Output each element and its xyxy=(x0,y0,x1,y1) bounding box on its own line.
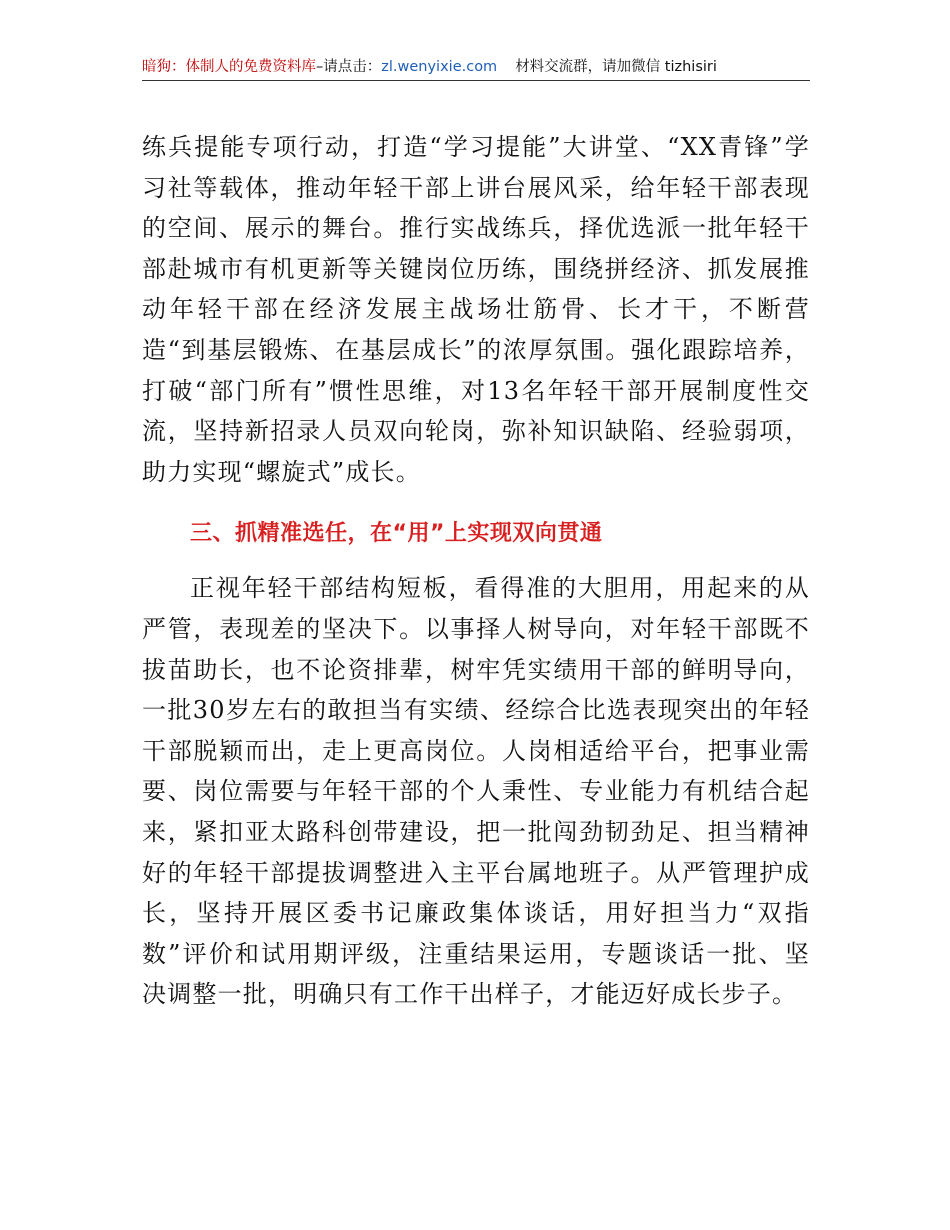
click-prompt: –请点击： xyxy=(316,59,382,75)
page-header xyxy=(142,56,810,81)
site-link[interactable]: zl.wenyixie.com xyxy=(381,59,498,75)
section-heading: 三、抓精准选任，在“用”上实现双向贯通 xyxy=(190,521,603,547)
contact-note: 材料交流群，请加微信 tizhisiri xyxy=(515,59,717,75)
site-label: 暗狗：体制人的免费资料库 xyxy=(142,59,316,75)
document-body xyxy=(142,127,810,1015)
paragraph-section-three: 正视年轻干部结构短板，看得准的大胆用，用起来的从严管，表现差的坚决下。以事择人树导向，对年轻干部既不拔苗助长，也不论资排辈，树牢凭实绩用干部的鲜明导向，一批30岁左右的敢担当有实绩、经综合比选表现突出的年轻干部脱颖而出，走上更高岗位。人岗相适给平台，把事业需要、岗位需要与年轻干部的个人秉性、专业能力有机结合起来，紧扣亚太路科创带建设，把一批闯劲韧劲足、担当精神好的年轻干部提拔调整进入主平台属地班子。从严管理护成长，坚持开展区委书记廉政集体谈话，用好担当力“双指数”评价和试用期评级，注重结果运用，专题谈话一批、坚决调整一批，明确只有工作干出样子，才能迈好成长步子。 xyxy=(142,574,810,1009)
paragraph-continuation: 练兵提能专项行动，打造“学习提能”大讲堂、“XX青锋”学习社等载体，推动年轻干部上讲台展风采，给年轻干部表现的空间、展示的舞台。推行实战练兵，择优选派一批年轻干部赴城市有机更新等关键岗位历练，围绕拼经济、抓发展推动年轻干部在经济发展主战场壮筋骨、长才干，不断营造“到基层锻炼、在基层成长”的浓厚氛围。强化跟踪培养，打破“部门所有”惯性思维，对13名年轻干部开展制度性交流，坚持新招录人员双向轮岗，弥补知识缺陷、经验弱项，助力实现“螺旋式”成长。 xyxy=(142,133,810,486)
